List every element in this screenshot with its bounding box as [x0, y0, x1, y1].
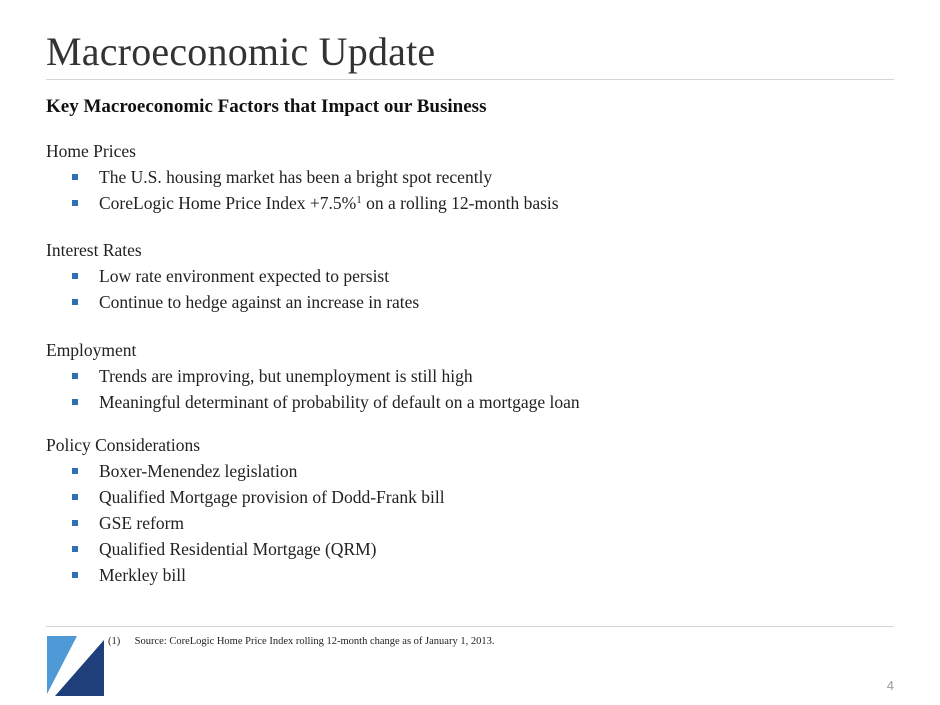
footnote-text: Source: CoreLogic Home Price Index rolling 12-month change as of January 1, 2013.: [134, 636, 495, 647]
bullet-item: Trends are improving, but unemployment is still high: [46, 363, 580, 389]
section-heading: Interest Rates: [46, 240, 142, 260]
bullet-square-icon: [72, 520, 78, 526]
page-number: 4: [886, 678, 894, 693]
bullet-square-icon: [72, 572, 78, 578]
bullet-item: GSE reform: [46, 510, 445, 536]
section-home-prices: [46, 138, 559, 216]
slide-title: Macroeconomic Update: [46, 29, 436, 74]
bullet-item: CoreLogic Home Price Index +7.5%$^1$ on a rolling 12-month basis: [46, 190, 559, 216]
section-employment: [46, 337, 580, 415]
bullet-item: Qualified Mortgage provision of Dodd-Frank bill: [46, 484, 445, 510]
bullet-square-icon: [72, 373, 78, 379]
bullet-item: Merkley bill: [46, 562, 445, 588]
bullet-square-icon: [72, 399, 78, 405]
footnote: [108, 636, 494, 647]
bullet-square-icon: [72, 299, 78, 305]
slide-subtitle: Key Macroeconomic Factors that Impact our Business: [46, 96, 487, 117]
section-heading: Employment: [46, 340, 137, 360]
bullet-square-icon: [72, 494, 78, 500]
footnote-number: (1): [108, 636, 121, 647]
bullet-item: Meaningful determinant of probability of default on a mortgage loan: [46, 389, 580, 415]
section-interest-rates: [46, 237, 419, 315]
bullet-item: Low rate environment expected to persist: [46, 263, 419, 289]
section-policy-considerations: [46, 432, 445, 588]
bullet-item: Boxer-Menendez legislation: [46, 458, 445, 484]
bullet-item: Continue to hedge against an increase in rates: [46, 289, 419, 315]
footer-divider: [46, 626, 894, 627]
bullet-item: The U.S. housing market has been a bright spot recently: [46, 164, 559, 190]
bullet-square-icon: [72, 546, 78, 552]
section-heading: Policy Considerations: [46, 435, 201, 455]
footnote-marker: 1: [356, 194, 362, 206]
bullet-item: Qualified Residential Mortgage (QRM): [46, 536, 445, 562]
bullet-square-icon: [72, 174, 78, 180]
section-heading: Home Prices: [46, 141, 136, 161]
bullet-square-icon: [72, 273, 78, 279]
bullet-square-icon: [72, 200, 78, 206]
bullet-square-icon: [72, 468, 78, 474]
company-logo-icon: [47, 636, 104, 696]
title-divider: [46, 79, 894, 80]
